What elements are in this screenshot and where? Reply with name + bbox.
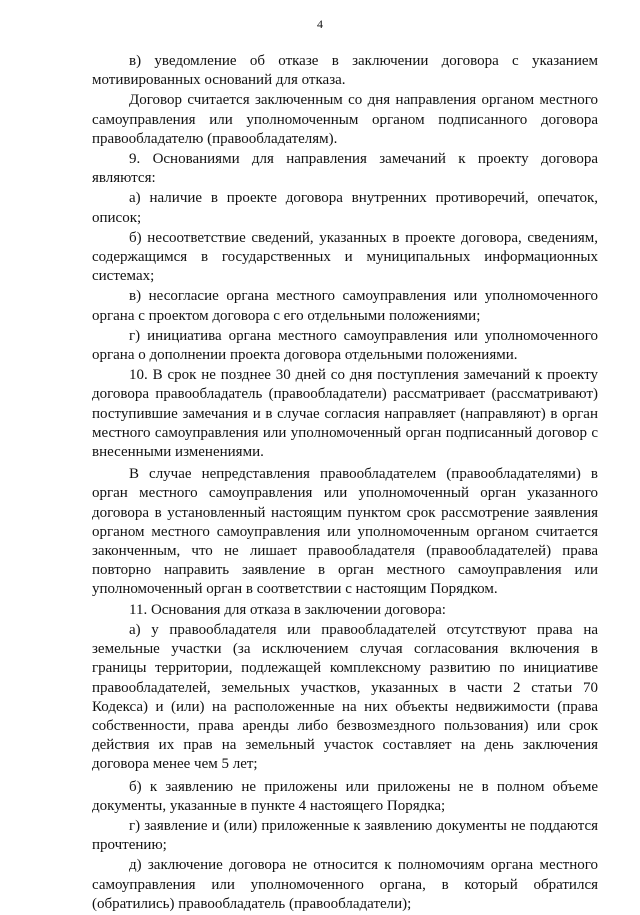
paragraph-11b: б) к заявлению не приложены или приложены не в полном объеме документы, указанные в пункте 4 настоящего Порядка; (92, 778, 598, 814)
paragraph-9b: б) несоответствие сведений, указанных в проекте договора, сведениям, содержащимся в государственных и муниципальных информационных системах; (92, 229, 598, 285)
page-number: 4 (317, 17, 323, 31)
paragraph-9: 9. Основаниями для направления замечаний к проекту договора являются: (92, 151, 598, 187)
paragraph-9g: г) инициатива органа местного самоуправления или уполномоченного органа о дополнении проекта договора отдельными положениями. (92, 327, 598, 364)
paragraph-11: 11. Основания для отказа в заключении договора: (129, 601, 446, 618)
paragraph-11a: а) у правообладателя или правообладателей отсутствуют права на земельные участки (за исключением случая согласования включения в границы территории, подлежащей комплексному развитию по инициативе правообладателей, земельных участков, указанных в части 2 статьи 70 Кодекса) и (или) на расположенные на них объекты недвижимости (права собственности, права аренды либо безвозмездного пользования) или срок действия их прав на земельный участок составляет на день заключения договора менее чем 5 лет; (92, 621, 598, 773)
paragraph-9a: а) наличие в проекте договора внутренних противоречий, опечаток, описок; (92, 190, 598, 226)
paragraph-11g: г) заявление и (или) приложенные к заявлению документы не поддаются прочтению; (92, 817, 598, 854)
paragraph-11d: д) заключение договора не относится к полномочиям органа местного самоуправления или уполномоченного органа, в который обратился (обратились) правообладатель (правообладатели); (92, 857, 598, 912)
paragraph-9v: в) несогласие органа местного самоуправления или уполномоченного органа с проектом договора с его отдельными положениями; (92, 288, 598, 324)
paragraph-8v: в) уведомление об отказе в заключении договора с указанием мотивированных оснований для отказа. (92, 53, 598, 89)
paragraph-contract-concluded: Договор считается заключенным со дня направления органом местного самоуправления или уполномоченным органом подписанного договора правообладателю (правообладателям). (92, 92, 598, 147)
document-body (92, 52, 598, 915)
paragraph-10-nonsubmission: В случае непредставления правообладателем (правообладателями) в орган местного самоуправления или уполномоченный орган указанного договора в установленный настоящим пунктом срок рассмотрение заявления органом местного самоуправления или уполномоченным органом считается законченным, что не лишает правообладателя (правообладателей) права повторно направить заявление в орган местного самоуправления или уполномоченный орган в соответствии с настоящим Порядком. (92, 466, 598, 598)
paragraph-10: 10. В срок не позднее 30 дней со дня поступления замечаний к проекту договора правообладатель (правообладатели) рассматривает (рассматривают) поступившие замечания и в случае согласия направляет (направляют) в орган местного самоуправления или уполномоченный орган подписанный договор с внесенными изменениями. (92, 367, 598, 461)
